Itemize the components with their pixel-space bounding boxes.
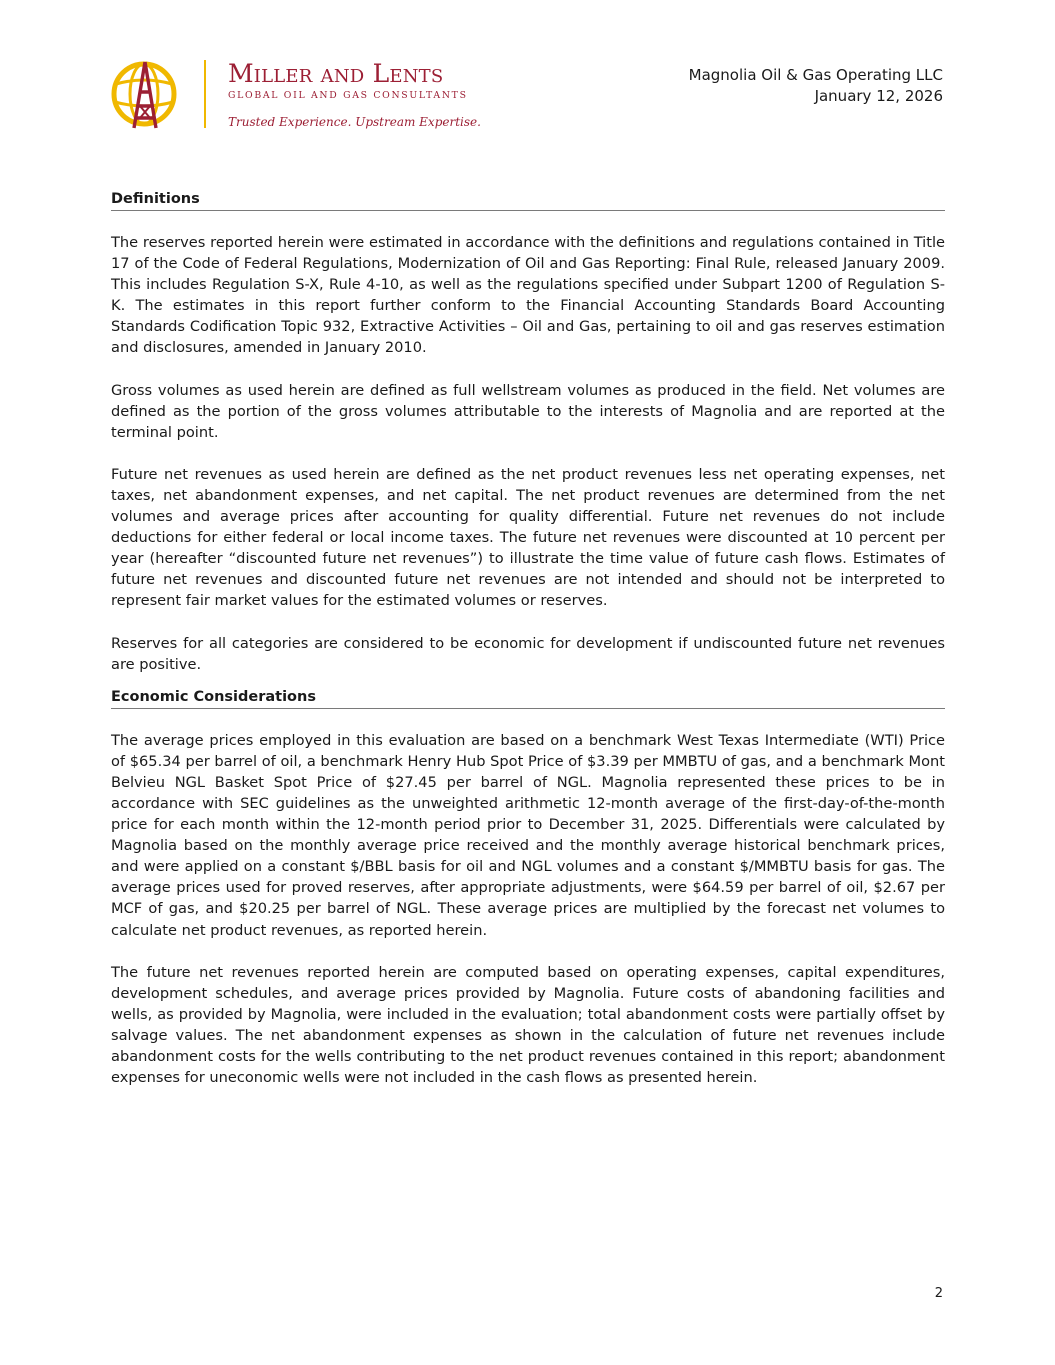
logo-subtitle: GLOBAL OIL AND GAS CONSULTANTS (228, 90, 468, 101)
definitions-paragraph-1: The reserves reported herein were estimated in accordance with the definitions and regulations contained in Title 17 of the Code of Federal Regulations, Modernization of Oil and Gas Reporting: Final Rule, released January 2009. This includes Regulation S-X, Rule 4-10, as well as the regulations specified under Subpart 1200 of Regulation S-K. The estimates in this report further conform to the Financial Accounting Standards Board Accounting Standards Codification Topic 932, Extractive Activities – Oil and Gas, pertaining to oil and gas reserves estimation and disclosures, amended in January 2010. (111, 234, 945, 357)
section-heading-economic: Economic Considerations (111, 688, 945, 709)
document-header (689, 65, 943, 107)
logo-company-name (228, 60, 443, 88)
definitions-paragraph-4: Reserves for all categories are considered to be economic for development if undiscounted future net revenues are positive. (111, 634, 945, 673)
header-company: Magnolia Oil & Gas Operating LLC (688, 66, 943, 84)
page-number: 2 (934, 1286, 943, 1301)
definitions-paragraph-2: Gross volumes as used herein are defined as full wellstream volumes as produced in the field. Net volumes are defined as the portion of the gross volumes attributable to the interests of Magnolia and are reported at the terminal point. (111, 381, 945, 441)
logo-tagline: Trusted Experience. Upstream Expertise. (228, 115, 481, 129)
globe-derrick-icon (110, 58, 190, 130)
definitions-paragraph-3: Future net revenues as used herein are defined as the net product revenues less net operating expenses, net taxes, net abandonment expenses, and net capital. The net product revenues are determined from the net volumes and average prices after accounting for quality differential. Future net revenues do not include deductions for either federal or local income taxes. The future net revenues were discounted at 10 percent per year (hereafter “discounted future net revenues”) to illustrate the time value of future cash flows. Estimates of future net revenues and discounted future net revenues are not intended and should not be interpreted to represent fair market values for the estimated volumes or reserves. (111, 465, 945, 610)
economic-paragraph-2: The future net revenues reported herein are computed based on operating expenses, capital expenditures, development schedules, and average prices provided by Magnolia. Future costs of abandoning facilities and wells, as provided by Magnolia, were included in the evaluation; total abandonment costs were partially offset by salvage values. The net abandonment expenses as shown in the calculation of future net revenues include abandonment costs for the wells contributing to the net product revenues contained in this report; abandonment expenses for uneconomic wells were not included in the cash flows as presented herein. (111, 963, 945, 1087)
header-date: January 12, 2026 (814, 87, 943, 105)
logo-divider (204, 60, 206, 128)
company-logo (110, 58, 481, 133)
logo-name-text: Miller and Lents (228, 59, 444, 88)
economic-paragraph-1: The average prices employed in this evaluation are based on a benchmark West Texas Intermediate (WTI) Price of $65.34 per barrel of oil, a benchmark Henry Hub Spot Price of $3.39 per MMBTU of gas, and a benchmark Mont Belvieu NGL Basket Spot Price of $27.45 per barrel of NGL. Magnolia represented these prices to be in accordance with SEC guidelines as the unweighted arithmetic 12-month average of the first-day-of-the-month price for each month within the 12-month period prior to December 31, 2025. Differentials were calculated by Magnolia based on the monthly average price received and the monthly average historical benchmark prices, and were applied on a constant $/BBL basis for oil and NGL volumes and a constant $/MMBTU basis for gas. The average prices used for proved reserves, after appropriate adjustments, were $64.59 per barrel of oil, $2.67 per MCF of gas, and $20.25 per barrel of NGL. These average prices are multiplied by the forecast net volumes to calculate net product revenues, as reported herein. (111, 731, 945, 939)
document-body (111, 190, 945, 1109)
section-heading-definitions: Definitions (111, 190, 945, 211)
